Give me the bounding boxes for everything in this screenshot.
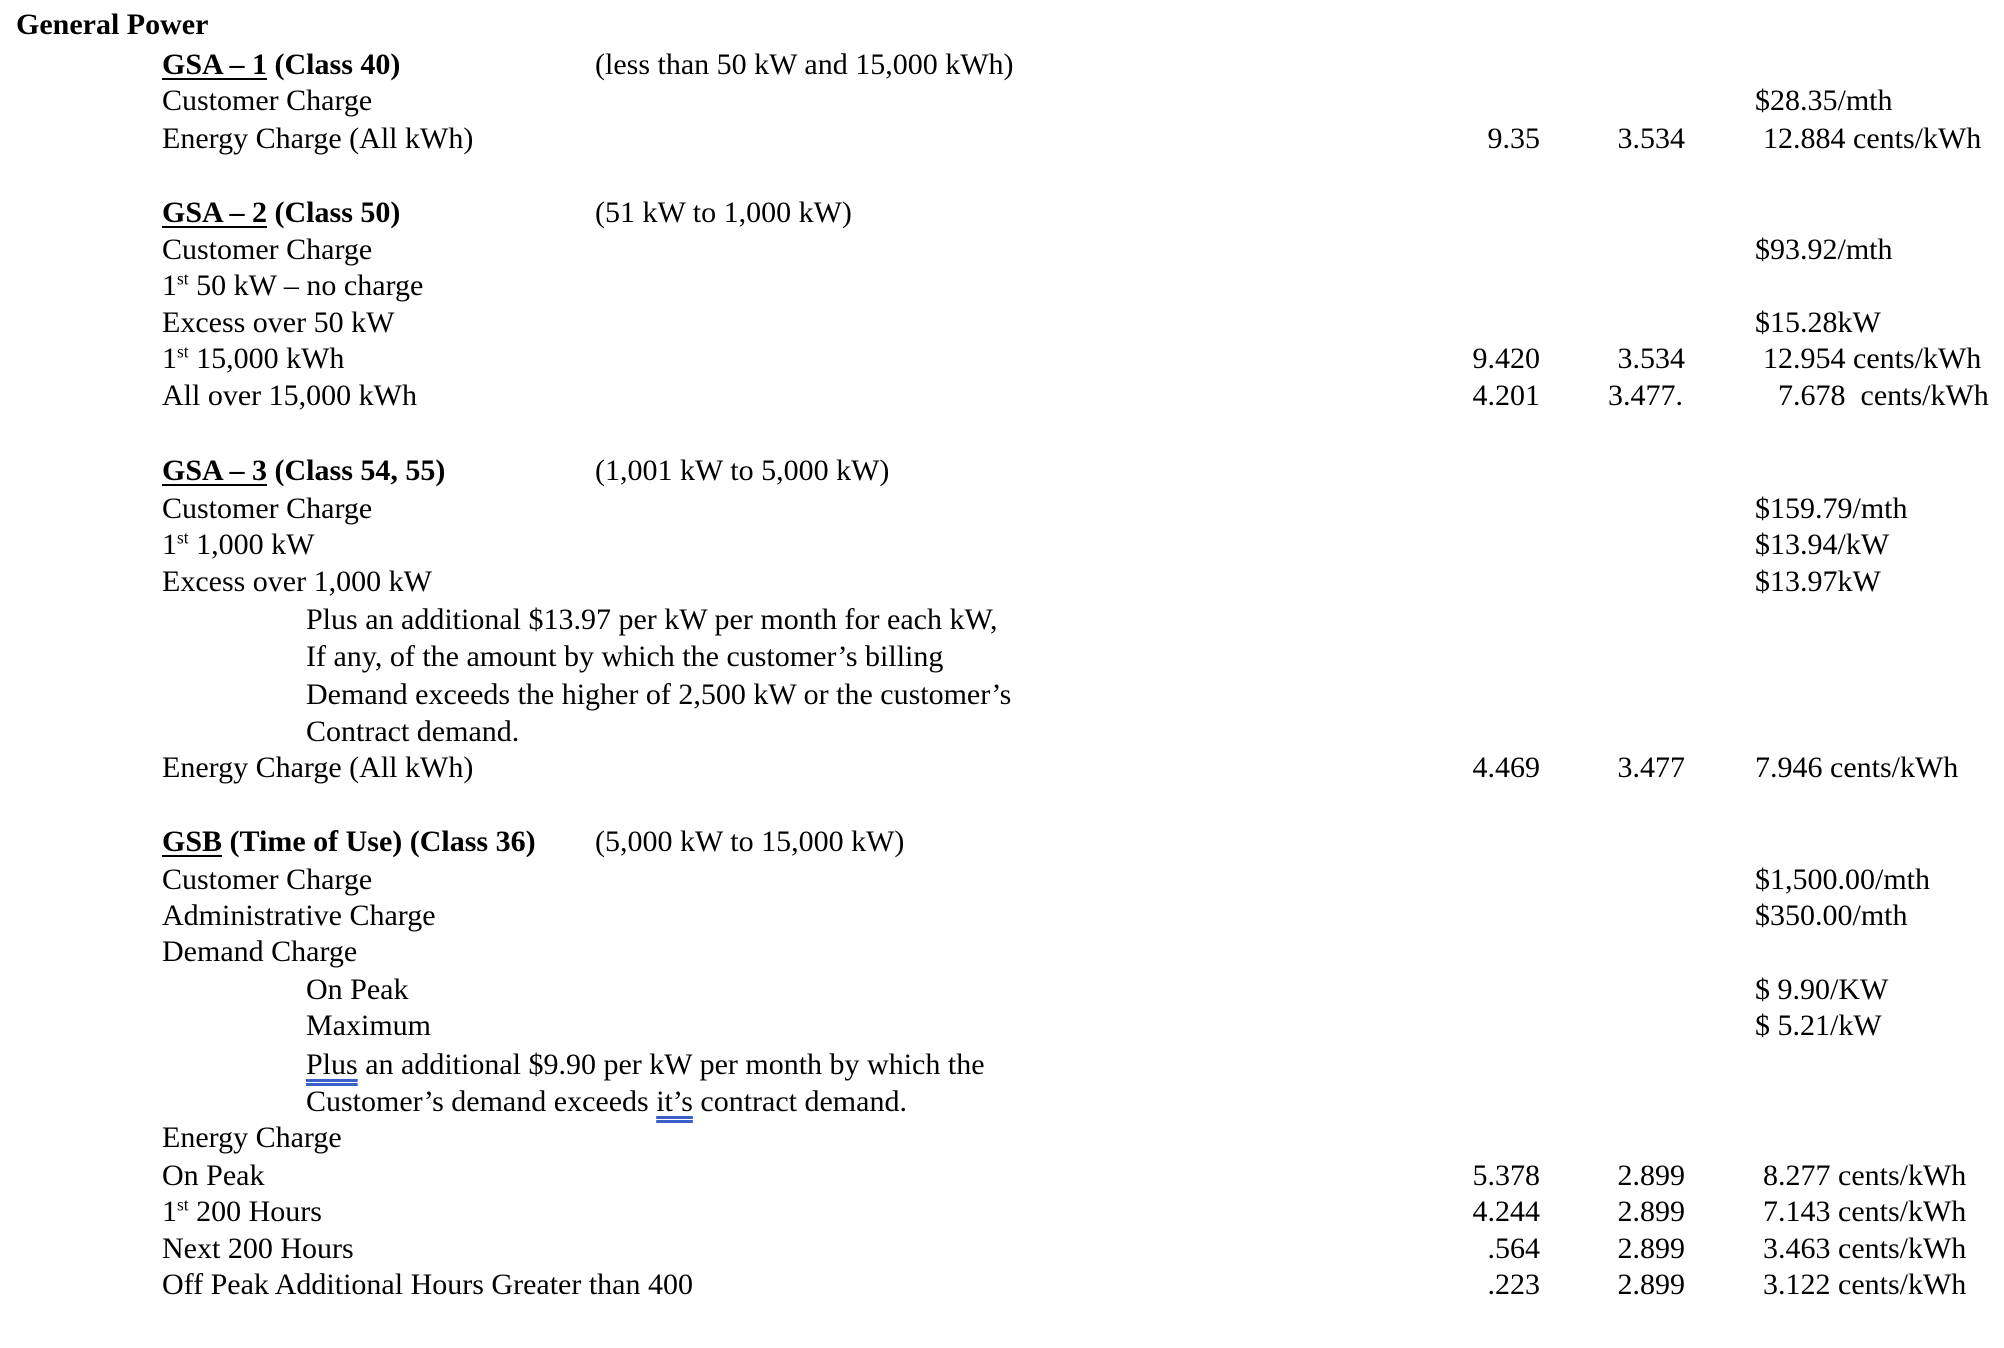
gsa2-first15-rate: 12.954 cents/kWh bbox=[1763, 342, 1982, 375]
gsa2-code: GSA – 2 bbox=[162, 196, 268, 229]
gsa2-first-50kw bbox=[162, 268, 424, 302]
ordinal-number: 1 bbox=[162, 269, 177, 302]
gsb-energy-row-c1: 5.378 bbox=[1472, 1159, 1540, 1192]
gsb-energy-row-rate: 3.463 cents/kWh bbox=[1763, 1232, 1967, 1265]
gsb-energy-row-c2: 2.899 bbox=[1617, 1232, 1685, 1265]
gsa3-excess-rate: $13.97kW bbox=[1755, 565, 1881, 598]
ordinal-suffix: st bbox=[177, 1194, 189, 1215]
gsa3-energy-label: Energy Charge (All kWh) bbox=[162, 751, 474, 784]
gsa3-note-line-3: Demand exceeds the higher of 2,500 kW or the customer’s bbox=[306, 678, 1012, 711]
gsa3-range: (1,001 kW to 5,000 kW) bbox=[595, 454, 890, 487]
gsa3-note-line-1: Plus an additional $13.97 per kW per month for each kW, bbox=[306, 603, 998, 636]
gsa2-excess-rate: $15.28kW bbox=[1755, 306, 1881, 339]
ordinal-number: 1 bbox=[162, 528, 177, 561]
ordinal-suffix: st bbox=[177, 341, 189, 362]
gsa1-heading bbox=[162, 50, 400, 80]
gsb-customer-charge-label: Customer Charge bbox=[162, 863, 373, 896]
gsa1-energy-c1: 9.35 bbox=[1487, 122, 1540, 155]
gsa1-customer-charge-label: Customer Charge bbox=[162, 84, 373, 117]
row-label-text: Off Peak Additional Hours Greater than 400 bbox=[162, 1268, 693, 1301]
gsb-energy-row-c2: 2.899 bbox=[1617, 1268, 1685, 1301]
gsb-energy-row-c1: 4.244 bbox=[1472, 1195, 1540, 1228]
gsb-energy-row-label bbox=[162, 1234, 354, 1264]
row-label-text: 15,000 kWh bbox=[188, 342, 345, 375]
gsa3-class: (Class 54, 55) bbox=[267, 454, 446, 487]
ordinal-number: 1 bbox=[162, 1195, 177, 1228]
gsa1-energy-rate: 12.884 cents/kWh bbox=[1763, 122, 1982, 155]
gsa3-energy-c2: 3.477 bbox=[1617, 751, 1685, 784]
gsa3-excess-label: Excess over 1,000 kW bbox=[162, 565, 432, 598]
gsa3-customer-charge-rate: $159.79/mth bbox=[1755, 492, 1908, 525]
gsb-energy-row-label bbox=[162, 1270, 693, 1300]
gsb-note-line-1 bbox=[306, 1050, 985, 1080]
gsb-maximum-rate: $ 5.21/kW bbox=[1755, 1009, 1882, 1042]
gsa2-first15-c1: 9.420 bbox=[1472, 342, 1540, 375]
gsb-energy-row-label bbox=[162, 1161, 264, 1191]
gsa2-excess-label: Excess over 50 kW bbox=[162, 306, 395, 339]
row-label-text: 200 Hours bbox=[188, 1195, 322, 1228]
gsb-demand-label: Demand Charge bbox=[162, 935, 358, 968]
gsa3-energy-c1: 4.469 bbox=[1472, 751, 1540, 784]
gsa2-customer-charge-label: Customer Charge bbox=[162, 233, 373, 266]
row-label-text: 50 kW – no charge bbox=[188, 269, 424, 302]
gsa1-code: GSA – 1 bbox=[162, 48, 268, 81]
gsb-onpeak-demand-label: On Peak bbox=[306, 973, 409, 1006]
gsa2-first15-c2: 3.534 bbox=[1617, 342, 1685, 375]
gsa2-over-rate: 7.678 cents/kWh bbox=[1778, 379, 1989, 412]
gsa2-customer-charge-rate: $93.92/mth bbox=[1755, 233, 1893, 266]
gsb-admin-label: Administrative Charge bbox=[162, 899, 436, 932]
ordinal-suffix: st bbox=[177, 527, 189, 548]
gsa2-class: (Class 50) bbox=[267, 196, 401, 229]
row-label-text: On Peak bbox=[162, 1159, 265, 1192]
gsb-energy-label: Energy Charge bbox=[162, 1121, 342, 1154]
gsb-energy-row-label bbox=[162, 1194, 322, 1228]
gsb-customer-charge-rate: $1,500.00/mth bbox=[1755, 863, 1931, 896]
gsa2-heading bbox=[162, 198, 400, 228]
gsb-energy-row-c2: 2.899 bbox=[1617, 1195, 1685, 1228]
gsb-energy-row-rate: 3.122 cents/kWh bbox=[1763, 1268, 1967, 1301]
gsa1-class: (Class 40) bbox=[267, 48, 401, 81]
note-text: Customer’s demand exceeds bbox=[306, 1085, 657, 1118]
gsa3-note-line-2: If any, of the amount by which the customer’s billing bbox=[306, 640, 944, 673]
gsa1-range: (less than 50 kW and 15,000 kWh) bbox=[595, 48, 1014, 81]
ordinal-suffix: st bbox=[177, 268, 189, 289]
gsb-heading bbox=[162, 827, 536, 857]
page-title: General Power bbox=[16, 8, 209, 41]
gsb-class: (Time of Use) (Class 36) bbox=[222, 825, 536, 858]
gsa1-customer-charge-rate: $28.35/mth bbox=[1755, 84, 1893, 117]
gsa3-note-line-4: Contract demand. bbox=[306, 715, 520, 748]
note-text: contract demand. bbox=[692, 1085, 907, 1118]
gsb-code: GSB bbox=[162, 825, 223, 858]
gsa3-first-1000kw bbox=[162, 527, 315, 561]
gsb-energy-row-c1: .223 bbox=[1487, 1268, 1540, 1301]
row-label-text: 1,000 kW bbox=[188, 528, 315, 561]
gsb-onpeak-demand-rate: $ 9.90/KW bbox=[1755, 973, 1889, 1006]
note-text: an additional $9.90 per kW per month by which the bbox=[357, 1048, 985, 1081]
gsa3-code: GSA – 3 bbox=[162, 454, 268, 487]
spellcheck-word: it’s bbox=[656, 1085, 693, 1118]
gsb-energy-row-c1: .564 bbox=[1487, 1232, 1540, 1265]
ordinal-number: 1 bbox=[162, 342, 177, 375]
gsa2-over-c2: 3.477. bbox=[1608, 379, 1683, 412]
gsb-energy-row-rate: 8.277 cents/kWh bbox=[1763, 1159, 1967, 1192]
gsb-note-line-2 bbox=[306, 1087, 907, 1117]
gsa3-energy-rate: 7.946 cents/kWh bbox=[1755, 751, 1959, 784]
gsa3-customer-charge-label: Customer Charge bbox=[162, 492, 373, 525]
gsa2-over-label: All over 15,000 kWh bbox=[162, 379, 417, 412]
row-label-text: Next 200 Hours bbox=[162, 1232, 354, 1265]
gsa3-heading bbox=[162, 456, 445, 486]
gsb-admin-rate: $350.00/mth bbox=[1755, 899, 1908, 932]
gsb-energy-row-c2: 2.899 bbox=[1617, 1159, 1685, 1192]
gsb-energy-row-rate: 7.143 cents/kWh bbox=[1763, 1195, 1967, 1228]
gsb-maximum-label: Maximum bbox=[306, 1009, 431, 1042]
spellcheck-word: Plus bbox=[306, 1048, 358, 1081]
gsa1-energy-c2: 3.534 bbox=[1617, 122, 1685, 155]
gsb-range: (5,000 kW to 15,000 kW) bbox=[595, 825, 905, 858]
gsa2-first-15000kwh bbox=[162, 341, 345, 375]
gsa3-first-rate: $13.94/kW bbox=[1755, 528, 1890, 561]
gsa2-over-c1: 4.201 bbox=[1472, 379, 1540, 412]
gsa1-energy-charge-label: Energy Charge (All kWh) bbox=[162, 122, 474, 155]
gsa2-range: (51 kW to 1,000 kW) bbox=[595, 196, 852, 229]
